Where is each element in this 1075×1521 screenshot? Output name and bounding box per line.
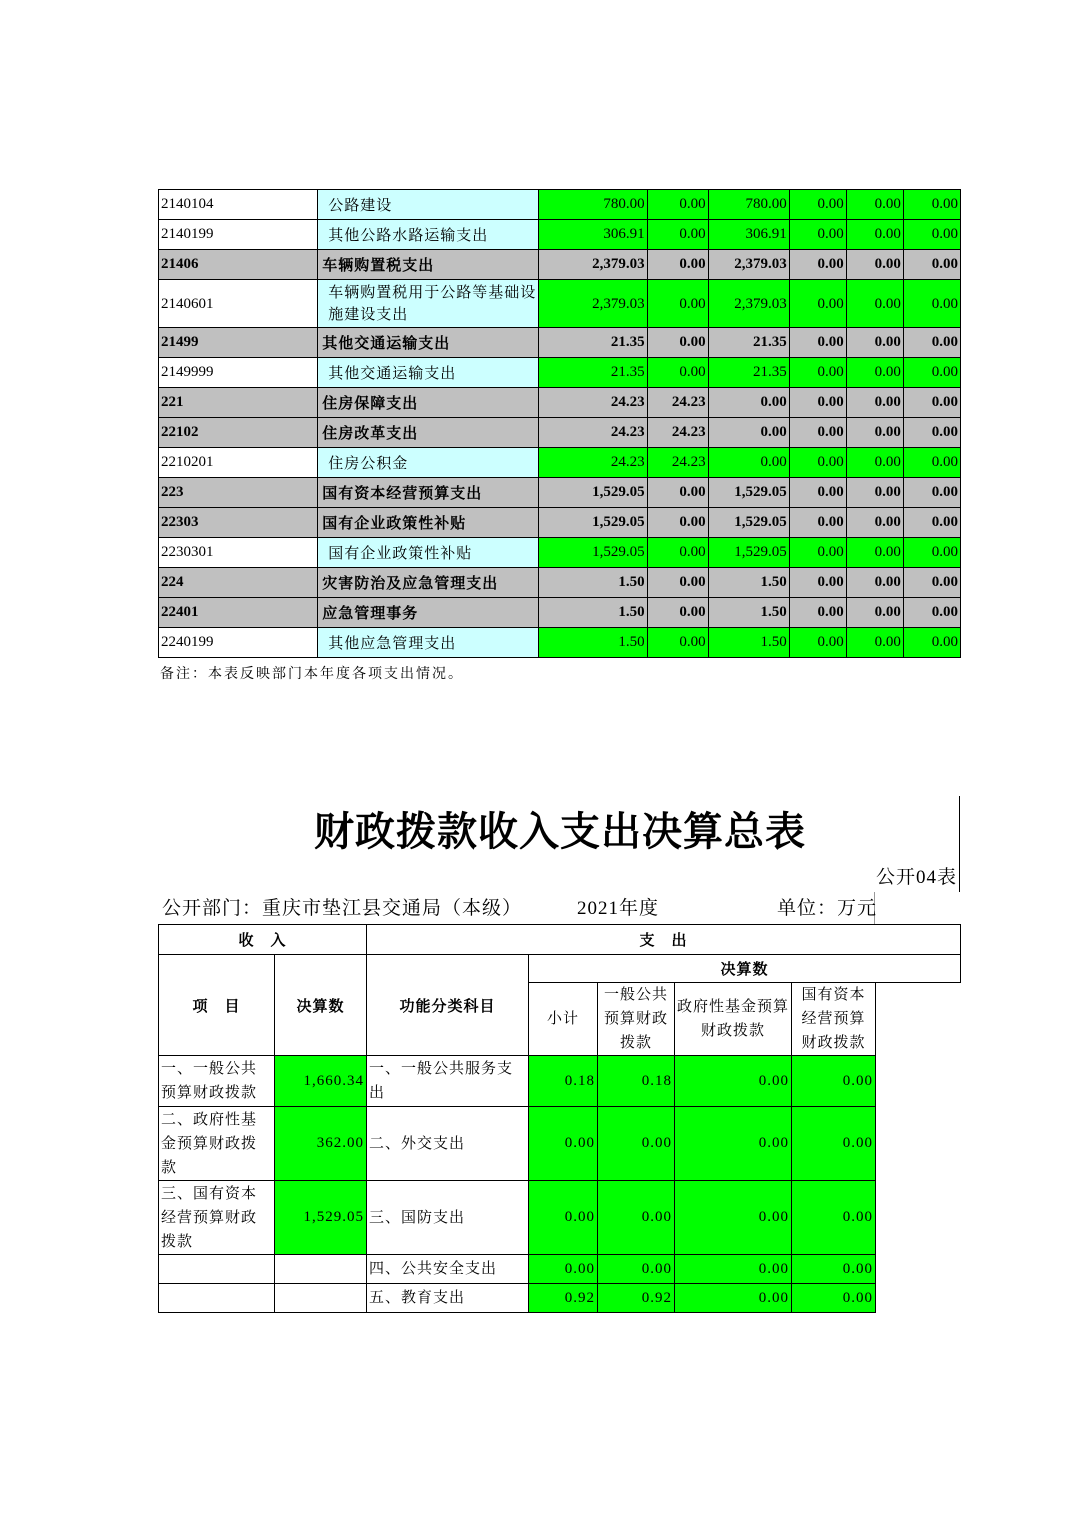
- income-amount: 1,660.34: [275, 1056, 367, 1107]
- amount-cell: 0.00: [903, 598, 960, 628]
- amount-cell: 0.00: [647, 598, 708, 628]
- amount-cell: 0.00: [708, 448, 789, 478]
- amount-cell: 0.00: [903, 358, 960, 388]
- amount-cell: 24.23: [539, 448, 647, 478]
- table-row: [159, 190, 961, 220]
- amount-cell: 0.18: [529, 1056, 598, 1107]
- table-row: [159, 598, 961, 628]
- account-code: 224: [159, 568, 318, 598]
- amount-cell: 0.00: [789, 328, 846, 358]
- amount-cell: 21.35: [539, 328, 647, 358]
- form-number: 公开04表: [875, 867, 957, 888]
- amount-cell: 0.00: [789, 568, 846, 598]
- amount-cell: 0.00: [675, 1181, 792, 1255]
- state-capital-header: 国有资本经营预算财政拨款: [792, 983, 876, 1056]
- amount-cell: 0.00: [846, 448, 903, 478]
- amount-cell: 0.00: [903, 448, 960, 478]
- amount-cell: 0.00: [846, 598, 903, 628]
- account-name: 其他交通运输支出: [318, 328, 539, 358]
- amount-cell: 0.92: [598, 1284, 675, 1313]
- table-row: [159, 358, 961, 388]
- amount-cell: 0.00: [903, 280, 960, 328]
- account-name: 住房保障支出: [318, 388, 539, 418]
- income-item: 一、一般公共预算财政拨款: [159, 1056, 275, 1107]
- amount-cell: 0.00: [846, 628, 903, 658]
- amount-cell: 0.00: [903, 250, 960, 280]
- table-row: [159, 1107, 961, 1181]
- amount-cell: 0.00: [846, 388, 903, 418]
- amount-cell: 0.00: [903, 418, 960, 448]
- account-name: 国有企业政策性补贴: [318, 508, 539, 538]
- account-code: 2240199: [159, 628, 318, 658]
- amount-cell: 0.18: [598, 1056, 675, 1107]
- amount-cell: 0.00: [598, 1255, 675, 1284]
- amount-cell: 0.00: [846, 478, 903, 508]
- amount-cell: 0.00: [529, 1255, 598, 1284]
- amount-cell: 21.35: [539, 358, 647, 388]
- table-row: [159, 1181, 961, 1255]
- page-title: 财政拨款收入支出决算总表: [314, 809, 806, 854]
- account-code: 221: [159, 388, 318, 418]
- account-code: 21499: [159, 328, 318, 358]
- amount-cell: 0.00: [675, 1255, 792, 1284]
- table-row: [159, 628, 961, 658]
- amount-cell: 0.00: [789, 418, 846, 448]
- account-name: 国有资本经营预算支出: [318, 478, 539, 508]
- amount-cell: 0.00: [792, 1107, 876, 1181]
- account-name: 灾害防治及应急管理支出: [318, 568, 539, 598]
- account-code: 2210201: [159, 448, 318, 478]
- amount-cell: 0.00: [846, 280, 903, 328]
- amount-cell: 0.00: [846, 358, 903, 388]
- amount-cell: 0.00: [846, 508, 903, 538]
- amount-cell: 24.23: [539, 388, 647, 418]
- amount-cell: 1.50: [539, 628, 647, 658]
- income-amount: 362.00: [275, 1107, 367, 1181]
- amount-cell: 0.00: [647, 628, 708, 658]
- income-item: 二、政府性基金预算财政拨款: [159, 1107, 275, 1181]
- amount-cell: 0.00: [846, 538, 903, 568]
- amount-cell: 1.50: [708, 628, 789, 658]
- table-row: [159, 448, 961, 478]
- income-amount: [275, 1255, 367, 1284]
- amount-cell: 1.50: [539, 568, 647, 598]
- amount-cell: 0.00: [647, 478, 708, 508]
- table-row: [159, 280, 961, 328]
- amount-cell: 0.00: [846, 328, 903, 358]
- amount-cell: 0.00: [789, 220, 846, 250]
- amount-cell: 0.00: [846, 220, 903, 250]
- amount-cell: 21.35: [708, 358, 789, 388]
- table-row: [159, 538, 961, 568]
- income-header: 收 入: [159, 925, 367, 955]
- amount-cell: 21.35: [708, 328, 789, 358]
- general-budget-header: 一般公共预算财政拨款: [598, 983, 675, 1056]
- income-amount: [275, 1284, 367, 1313]
- account-code: 22102: [159, 418, 318, 448]
- amount-cell: 0.00: [792, 1255, 876, 1284]
- amount-cell: 0.00: [792, 1284, 876, 1313]
- amount-cell: 0.00: [789, 508, 846, 538]
- amount-cell: 0.00: [903, 478, 960, 508]
- account-code: 21406: [159, 250, 318, 280]
- function-item: 一、一般公共服务支出: [367, 1056, 529, 1107]
- table-row: [159, 328, 961, 358]
- amount-cell: 0.00: [789, 190, 846, 220]
- amount-cell: 2,379.03: [708, 250, 789, 280]
- function-item: 三、国防支出: [367, 1181, 529, 1255]
- account-name: 车辆购置税用于公路等基础设施建设支出: [318, 280, 539, 328]
- amount-cell: 0.00: [903, 190, 960, 220]
- function-item: 二、外交支出: [367, 1107, 529, 1181]
- amount-cell: 24.23: [539, 418, 647, 448]
- amount-cell: 2,379.03: [708, 280, 789, 328]
- income-item: 三、国有资本经营预算财政拨款: [159, 1181, 275, 1255]
- amount-cell: 0.00: [903, 328, 960, 358]
- amount-cell: 780.00: [539, 190, 647, 220]
- account-code: 223: [159, 478, 318, 508]
- amount-cell: 1,529.05: [539, 508, 647, 538]
- amount-cell: 2,379.03: [539, 250, 647, 280]
- function-header: 功能分类科目: [367, 955, 529, 1056]
- amount-cell: 1.50: [708, 598, 789, 628]
- account-name: 住房改革支出: [318, 418, 539, 448]
- amount-cell: 0.00: [647, 328, 708, 358]
- amount-cell: 0.00: [903, 508, 960, 538]
- table-row: [159, 418, 961, 448]
- amount-cell: 0.00: [789, 388, 846, 418]
- final-amount-header: 决算数: [529, 955, 961, 983]
- amount-cell: 0.00: [846, 568, 903, 598]
- account-name: 其他公路水路运输支出: [318, 220, 539, 250]
- amount-cell: 0.00: [647, 280, 708, 328]
- amount-cell: 1,529.05: [708, 538, 789, 568]
- item-header: 项 目: [159, 955, 275, 1056]
- amount-cell: 24.23: [647, 448, 708, 478]
- amount-cell: 0.00: [647, 250, 708, 280]
- amount-cell: 2,379.03: [539, 280, 647, 328]
- amount-cell: 0.00: [789, 598, 846, 628]
- account-code: 2140104: [159, 190, 318, 220]
- expenditure-detail-table: [158, 189, 961, 658]
- amount-cell: 0.00: [789, 358, 846, 388]
- amount-header: 决算数: [275, 955, 367, 1056]
- amount-cell: 0.00: [789, 478, 846, 508]
- amount-cell: 1,529.05: [539, 478, 647, 508]
- amount-cell: 0.00: [598, 1107, 675, 1181]
- income-amount: 1,529.05: [275, 1181, 367, 1255]
- amount-cell: 0.00: [789, 280, 846, 328]
- table-row: [159, 388, 961, 418]
- amount-cell: 0.00: [708, 418, 789, 448]
- table-row: [159, 568, 961, 598]
- amount-cell: 0.00: [789, 250, 846, 280]
- account-name: 公路建设: [318, 190, 539, 220]
- amount-cell: 0.00: [789, 538, 846, 568]
- amount-cell: 0.00: [647, 538, 708, 568]
- amount-cell: 0.00: [846, 418, 903, 448]
- amount-cell: 1,529.05: [539, 538, 647, 568]
- table-note: 备注：本表反映部门本年度各项支出情况。: [160, 667, 464, 682]
- account-name: 其他交通运输支出: [318, 358, 539, 388]
- amount-cell: 0.00: [789, 448, 846, 478]
- department-label: 公开部门：重庆市垫江县交通局（本级）: [162, 898, 523, 919]
- table-row: [159, 1056, 961, 1107]
- amount-cell: 0.00: [903, 388, 960, 418]
- account-name: 国有企业政策性补贴: [318, 538, 539, 568]
- table-row: [159, 220, 961, 250]
- amount-cell: 0.00: [598, 1181, 675, 1255]
- amount-cell: 0.00: [529, 1107, 598, 1181]
- account-name: 车辆购置税支出: [318, 250, 539, 280]
- account-code: 2230301: [159, 538, 318, 568]
- amount-cell: 1.50: [539, 598, 647, 628]
- amount-cell: 0.00: [792, 1056, 876, 1107]
- amount-cell: 24.23: [647, 388, 708, 418]
- account-name: 其他应急管理支出: [318, 628, 539, 658]
- amount-cell: 0.00: [792, 1181, 876, 1255]
- amount-cell: 0.00: [529, 1181, 598, 1255]
- amount-cell: 0.00: [846, 250, 903, 280]
- account-code: 2140601: [159, 280, 318, 328]
- account-name: 住房公积金: [318, 448, 539, 478]
- table-row: [159, 250, 961, 280]
- gov-fund-header: 政府性基金预算财政拨款: [675, 983, 792, 1056]
- account-code: 22401: [159, 598, 318, 628]
- amount-cell: 0.00: [647, 220, 708, 250]
- amount-cell: 0.00: [647, 358, 708, 388]
- amount-cell: 780.00: [708, 190, 789, 220]
- amount-cell: 0.00: [647, 568, 708, 598]
- fiscal-year: 2021年度: [577, 898, 660, 919]
- amount-cell: 0.00: [647, 190, 708, 220]
- amount-cell: 1.50: [708, 568, 789, 598]
- amount-cell: 0.00: [789, 628, 846, 658]
- expense-header: 支 出: [367, 925, 961, 955]
- amount-cell: 1,529.05: [708, 478, 789, 508]
- amount-cell: 0.00: [647, 508, 708, 538]
- table-row: [159, 508, 961, 538]
- account-code: 22303: [159, 508, 318, 538]
- account-code: 2149999: [159, 358, 318, 388]
- income-item: [159, 1255, 275, 1284]
- summary-table: [158, 924, 961, 1313]
- amount-cell: 1,529.05: [708, 508, 789, 538]
- amount-cell: 24.23: [647, 418, 708, 448]
- amount-cell: 0.00: [675, 1107, 792, 1181]
- amount-cell: 306.91: [539, 220, 647, 250]
- table-row: [159, 478, 961, 508]
- account-name: 应急管理事务: [318, 598, 539, 628]
- amount-cell: 0.00: [675, 1284, 792, 1313]
- function-item: 五、教育支出: [367, 1284, 529, 1313]
- income-item: [159, 1284, 275, 1313]
- amount-cell: 0.00: [708, 388, 789, 418]
- amount-cell: 0.92: [529, 1284, 598, 1313]
- amount-cell: 0.00: [846, 190, 903, 220]
- amount-cell: 0.00: [903, 568, 960, 598]
- amount-cell: 0.00: [903, 628, 960, 658]
- account-code: 2140199: [159, 220, 318, 250]
- table-row: [159, 1284, 961, 1313]
- amount-cell: 0.00: [903, 538, 960, 568]
- amount-cell: 0.00: [675, 1056, 792, 1107]
- function-item: 四、公共安全支出: [367, 1255, 529, 1284]
- amount-cell: 0.00: [903, 220, 960, 250]
- table-row: [159, 1255, 961, 1284]
- subtotal-header: 小计: [529, 983, 598, 1056]
- amount-cell: 306.91: [708, 220, 789, 250]
- unit-label: 单位：万元: [777, 898, 878, 919]
